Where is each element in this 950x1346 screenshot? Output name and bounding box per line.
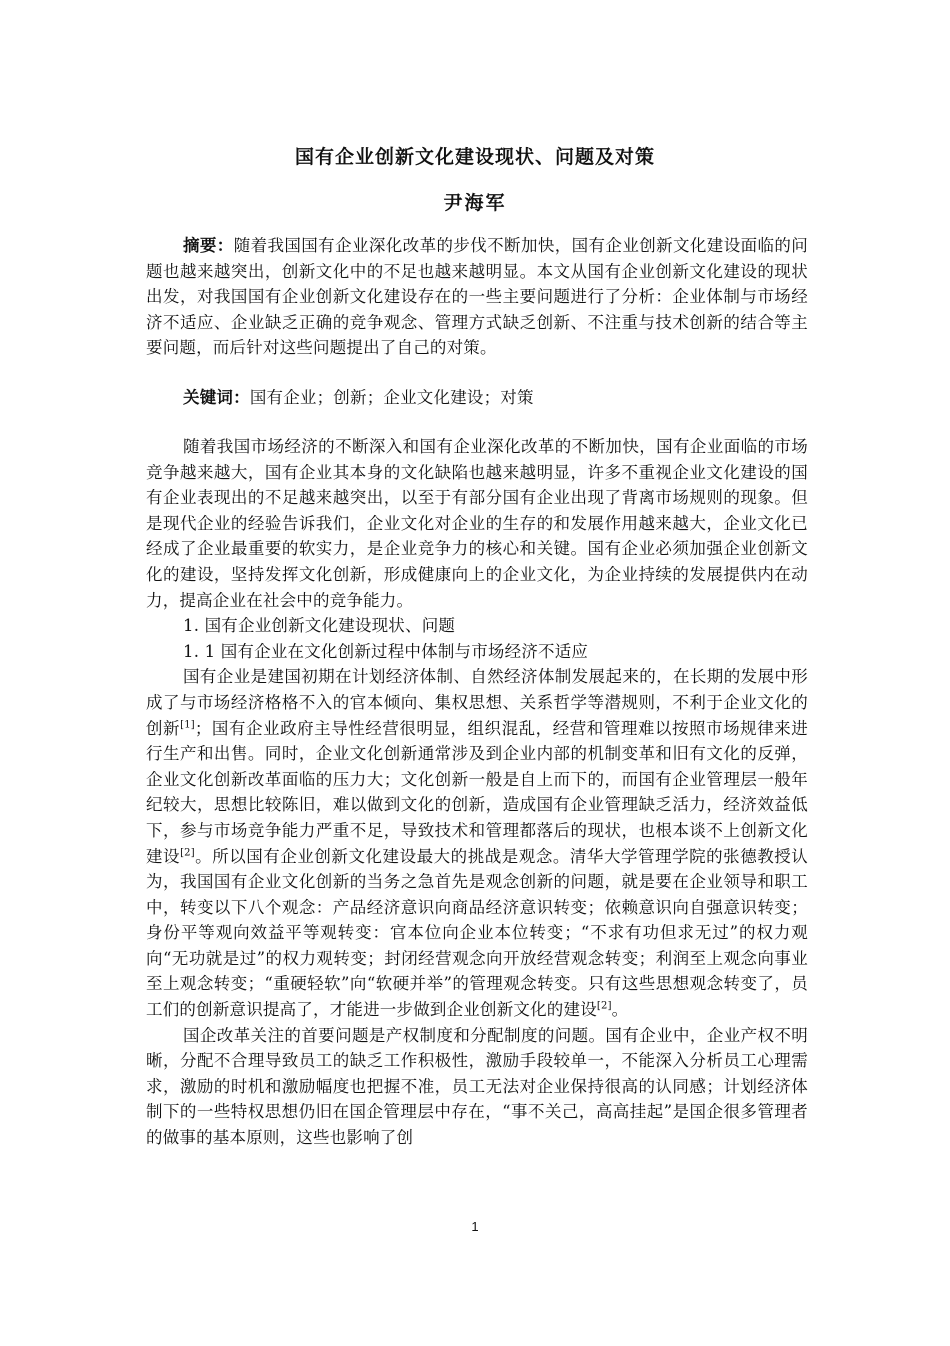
abstract-paragraph: [146, 233, 808, 361]
keywords-label: 关键词：: [183, 388, 250, 407]
body-paragraph-1: [146, 664, 808, 1022]
citation: [1]: [180, 719, 195, 731]
paragraph-text: ；国有企业政府主导性经营很明显，组织混乱，经营和管理难以按照市场规律来进行生产和出售。同时，企业文化创新通常涉及到企业内部的机制变革和旧有文化的反弹，企业文化创新改革面临的压力大；文化创新一般是自上而下的，而国有企业管理层一般年纪较大，思想比较陈旧，难以做到文化的创新，造成国有企业管理缺乏活力，经济效益低下，参与市场竞争能力严重不足，导致技术和管理都落后的现状，也根本谈不上创新文化建设: [146, 718, 809, 866]
abstract-text: 随着我国国有企业深化改革的步伐不断加快，国有企业创新文化建设面临的问题也越来越突出，创新文化中的不足也越来越明显。本文从国有企业创新文化建设的现状出发，对我国国有企业创新文化建设存在的一些主要问题进行了分析：企业体制与市场经济不适应、企业缺乏正确的竞争观念、管理方式缺乏创新、不注重与技术创新的结合等主要问题，而后针对这些问题提出了自己的对策。: [146, 236, 808, 358]
main-body: [146, 434, 808, 1151]
intro-paragraph: 随着我国市场经济的不断深入和国有企业深化改革的不断加快，国有企业面临的市场竞争越来越大，国有企业其本身的文化缺陷也越来越明显，许多不重视企业文化建设的国有企业表现出的不足越来越突出，以至于有部分国有企业出现了背离市场规则的现象。但是现代企业的经验告诉我们，企业文化对企业的生存的和发展作用越来越大，企业文化已经成了企业最重要的软实力，是企业竞争力的核心和关键。国有企业必须加强企业创新文化的建设，坚持发挥文化创新，形成健康向上的企业文化，为企业持续的发展提供内在动力，提高企业在社会中的竞争能力。: [146, 437, 808, 610]
paragraph-text: 。: [611, 1000, 629, 1020]
paragraph-text: 。所以国有企业创新文化建设最大的挑战是观念。清华大学管理学院的张德教授认为，我国国有企业文化创新的当务之急首先是观念创新的问题，就是要在企业领导和职工中，转变以下八个观念：产品经济意识向商品经济意识转变；依赖意识向自强意识转变；身份平等观向效益平等观转变：官本位向企业本位转变；“不求有功但求无过”的权力观向“无功就是过”的权力观转变；封闭经营观念向开放经营观念转变；利润至上观念向事业至上观念转变；“重硬轻软”向“软硬并举”的管理观念转变。只有这些思想观念转变了，员工们的创新意识提高了，才能进一步做到企业创新文化的建设: [146, 846, 809, 1020]
abstract-label: 摘要：: [183, 236, 234, 255]
keywords-section: [146, 385, 808, 411]
citation: [2]: [180, 847, 195, 858]
document-title: 国有企业创新文化建设现状、问题及对策: [294, 146, 655, 168]
author-name: 尹海军: [443, 192, 507, 214]
paragraph-text: 国有企业是建国初期在计划经济体制、自然经济体制发展起来的，在长期的发展中形成了与市场经济格格不入的官本倾向、集权思想、关系哲学等潜规则，不利于企业文化的创新: [146, 667, 808, 738]
page-number: 1: [471, 1219, 479, 1234]
abstract-section: [146, 233, 808, 361]
keywords-paragraph: [146, 385, 808, 411]
keywords-text: 国有企业；创新；企业文化建设；对策: [249, 388, 534, 407]
citation: [2]: [596, 1000, 612, 1012]
body-paragraph-2: 国企改革关注的首要问题是产权制度和分配制度的问题。国有企业中，企业产权不明晰，分配不合理导致员工的缺乏工作积极性，激励手段较单一，不能深入分析员工心理需求，激励的时机和激励幅度也把握不准，员工无法对企业保持很高的认同感；计划经济体制下的一些特权思想仍旧在国企管理层中存在，“事不关己，高高挂起”是国企很多管理者的做事的基本原则，这些也影响了创: [146, 1025, 808, 1148]
section-heading-1: 1. 国有企业创新文化建设现状、问题: [183, 616, 456, 636]
section-heading-1-1: 1. 1 国有企业在文化创新过程中体制与市场经济不适应: [183, 641, 589, 661]
